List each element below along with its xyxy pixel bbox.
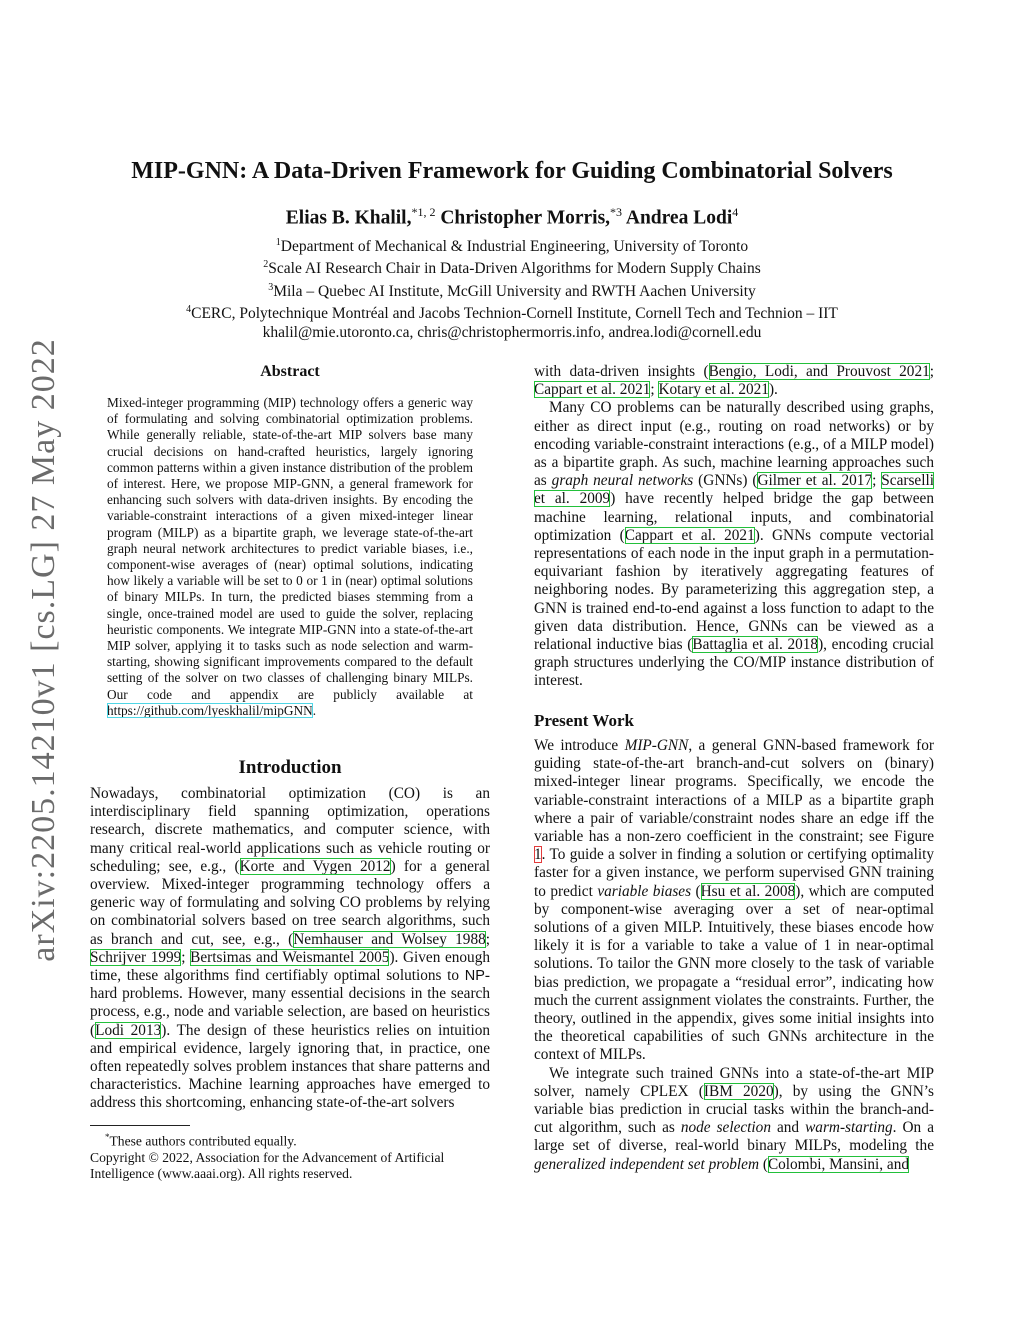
affiliation-line: $^4$CERC, Polytechnique Montréal and Jacobs Technion-Cornell Institute, Cornell Tech and Technion – IIT: [186, 304, 838, 323]
footnotes: [90, 1129, 490, 1182]
paragraph: We introduce MIP-GNN, a general GNN-based framework for guiding state-of-the-art branch-and-cut solvers on (binary) mixed-integer linear programs. Specifically, we encode the variable-constraint interactions of a MILP as a bipartite graph where a pair of variable/constraint nodes share an edge iff the variable has a non-zero coefficient in the constraint; see Figure 1. To guide a solver in finding a solution or certifying optimality faster for a given instance, we perform supervised GNN training to predict variable biases (Hsu et al. 2008), which are computed by component-wise averaging over a set of near-optimal solutions of a given MILP. Intuitively, these biases encode how likely it is for a variable to take a value of 1 in near-optimal solutions. To tailor the GNN more closely to the task of variable bias prediction, we propagate a “residual error”, indicating how much the current assignment violates the constraints. Further, the theory, outlined in the appendix, gives some initial insights into the theoretical capabilities of such GNNs architecture in the context of MILPs.: [534, 737, 934, 1064]
paragraph: Nowadays, combinatorial optimization (CO) is an interdisciplinary field spanning optimization, operations research, discrete mathematics, and computer science, with many critical real-world applications such as vehicle routing or scheduling; see, e.g., (Korte and Vygen 2012) for a general overview. Mixed-integer programming technology offers a generic way of formulating and solving CO problems by relying on combinatorial solvers based on tree search algorithms, such as branch and cut, see, e.g., (Nemhauser and Wolsey 1988; Schrijver 1999; Bertsimas and Weismantel 2005). Given enough time, these algorithms find certifiably optimal solutions to NP-hard problems. However, many essential decisions in the search process, e.g., node and variable selection, are based on heuristics (Lodi 2013). The design of these heuristics relies on intuition and empirical evidence, largely ignoring that, in practice, one often repeatedly solves problem instances that share patterns and characteristics. Machine learning approaches have emerged to address this shortcoming, enhancing state-of-the-art solvers: [90, 785, 491, 1112]
citation-link[interactable]: Battaglia et al. 2018: [692, 636, 819, 654]
right-column-intro: [534, 363, 934, 691]
author-name: Christopher Morris,: [440, 207, 611, 229]
abstract-body: Mixed-integer programming (MIP) technology offers a generic way of formulating and solving combinatorial optimization problems. While generally reliable, state-of-the-art MIP solvers base many crucial decisions on hand-crafted heuristics, largely ignoring common patterns within a given instance distribution of the problem of interest. Here, we propose MIP-GNN, a general framework for enhancing such solvers with data-driven insights. By encoding the variable-constraint interactions of a given mixed-integer linear program (MILP) as a bipartite graph, we leverage state-of-the-art graph neural network architectures to predict variable biases, i.e., component-wise averages of (near) optimal solutions, indicating how likely a variable will be set to 0 or 1 in (near) optimal solutions of binary MILPs. In turn, the predicted biases stemming from a single, once-trained model are used to guide the solver, replacing heuristic components. We integrate MIP-GNN into a state-of-the-art MIP solver, applying it to tasks such as node selection and warm-starting, showing significant improvements compared to the default setting of the solver on two classes of challenging binary MILPs. Our code and appendix are publicly available at https://github.com/lyeskhalil/mipGNN.: [107, 395, 473, 718]
affiliations: [90, 234, 934, 342]
author-emails: khalil@mie.utoronto.ca, chris@christophermorris.info, andrea.lodi@cornell.edu: [262, 323, 762, 341]
citation-link[interactable]: Bengio, Lodi, and Prouvost 2021: [708, 363, 930, 380]
present-work-body: [534, 737, 934, 1174]
abstract-heading: Abstract: [260, 363, 320, 380]
citation-link[interactable]: Scarselli et al. 2009: [534, 472, 934, 508]
citation-link[interactable]: IBM 2020: [703, 1082, 774, 1100]
author-affil-mark: 4: [732, 205, 739, 219]
citation-link[interactable]: Gilmer et al. 2017: [757, 472, 873, 490]
copyright-notice: Copyright © 2022, Association for the Advancement of Artificial Intelligence (www.aaai.org). All rights reserved.: [90, 1149, 445, 1181]
paragraph: We integrate such trained GNNs into a state-of-the-art MIP solver, namely CPLEX (IBM 2020), by using the GNN’s variable bias prediction in crucial tasks within the branch-and-cut algorithm, such as node selection and warm-starting. On a large set of diverse, real-world binary MILPs, modeling the generalized independent set problem (Colombi, Mansini, and: [534, 1064, 934, 1173]
footnote: *These authors contributed equally.: [105, 1132, 297, 1149]
figure-ref-link[interactable]: 1: [534, 846, 542, 864]
affiliation-line: $^1$Department of Mechanical & Industrial Engineering, University of Toronto: [275, 237, 749, 256]
citation-link[interactable]: Korte and Vygen 2012: [239, 857, 391, 875]
citation-link[interactable]: Lodi 2013: [95, 1021, 162, 1039]
citation-link[interactable]: Hsu et al. 2008: [700, 882, 796, 900]
footnote-rule: [90, 1125, 190, 1126]
author-affil-mark: *1, 2: [411, 205, 436, 219]
citation-link[interactable]: Bertsimas and Weismantel 2005: [190, 948, 390, 966]
paragraph: Many CO problems can be naturally described using graphs, either as direct input (e.g., routing on road networks) or by encoding variable-constraint interactions (e.g., of a MILP model) as a bipartite graph. As such, machine learning approaches such as graph neural networks (GNNs) (Gilmer et al. 2017; Scarselli et al. 2009) have recently helped bridge the gap between machine learning, relational inputs, and combinatorial optimization (Cappart et al. 2021). GNNs compute vectorial representations of each node in the input graph in a permutation-equivariant fashion by iteratively aggregating features of neighboring nodes. By parameterizing this aggregation step, a GNN is trained end-to-end against a loss function to adapt to the given data distribution. Hence, GNNs can be viewed as a relational inductive bias (Battaglia et al. 2018), encoding crucial graph structures underlying the CO/MIP instance distribution of interest.: [534, 399, 934, 690]
arxiv-identifier[interactable]: arXiv:2205.14210v1 [cs.LG] 27 May 2022: [25, 338, 62, 962]
author-list: [90, 205, 934, 230]
introduction-heading: Introduction: [238, 757, 342, 778]
present-work-heading: Present Work: [534, 711, 634, 730]
citation-link[interactable]: Colombi, Mansini, and: [767, 1155, 910, 1173]
author-name: Andrea Lodi: [625, 207, 733, 229]
citation-link[interactable]: Kotary et al. 2021: [658, 381, 769, 399]
paper-title: MIP-GNN: A Data-Driven Framework for Guiding Combinatorial Solvers: [131, 158, 893, 184]
np-symbol: NP: [464, 968, 485, 985]
affiliation-line: $^3$Mila – Quebec AI Institute, McGill University and RWTH Aachen University: [268, 281, 756, 301]
author-name: Elias B. Khalil,: [285, 207, 412, 229]
citation-link[interactable]: Nemhauser and Wolsey 1988: [293, 930, 486, 948]
citation-link[interactable]: Cappart et al. 2021: [534, 381, 651, 399]
author-affil-mark: *3: [610, 205, 623, 219]
citation-link[interactable]: Schrijver 1999: [90, 948, 182, 966]
introduction-body: [90, 785, 490, 1113]
citation-link[interactable]: Cappart et al. 2021: [624, 526, 755, 544]
code-url-link[interactable]: https://github.com/lyeskhalil/mipGNN: [107, 702, 313, 718]
paragraph: with data-driven insights (Bengio, Lodi, and Prouvost 2021; Cappart et al. 2021; Kotary et al. 2021).: [534, 363, 935, 399]
affiliation-line: $^2$Scale AI Research Chair in Data-Driven Algorithms for Modern Supply Chains: [263, 259, 761, 278]
